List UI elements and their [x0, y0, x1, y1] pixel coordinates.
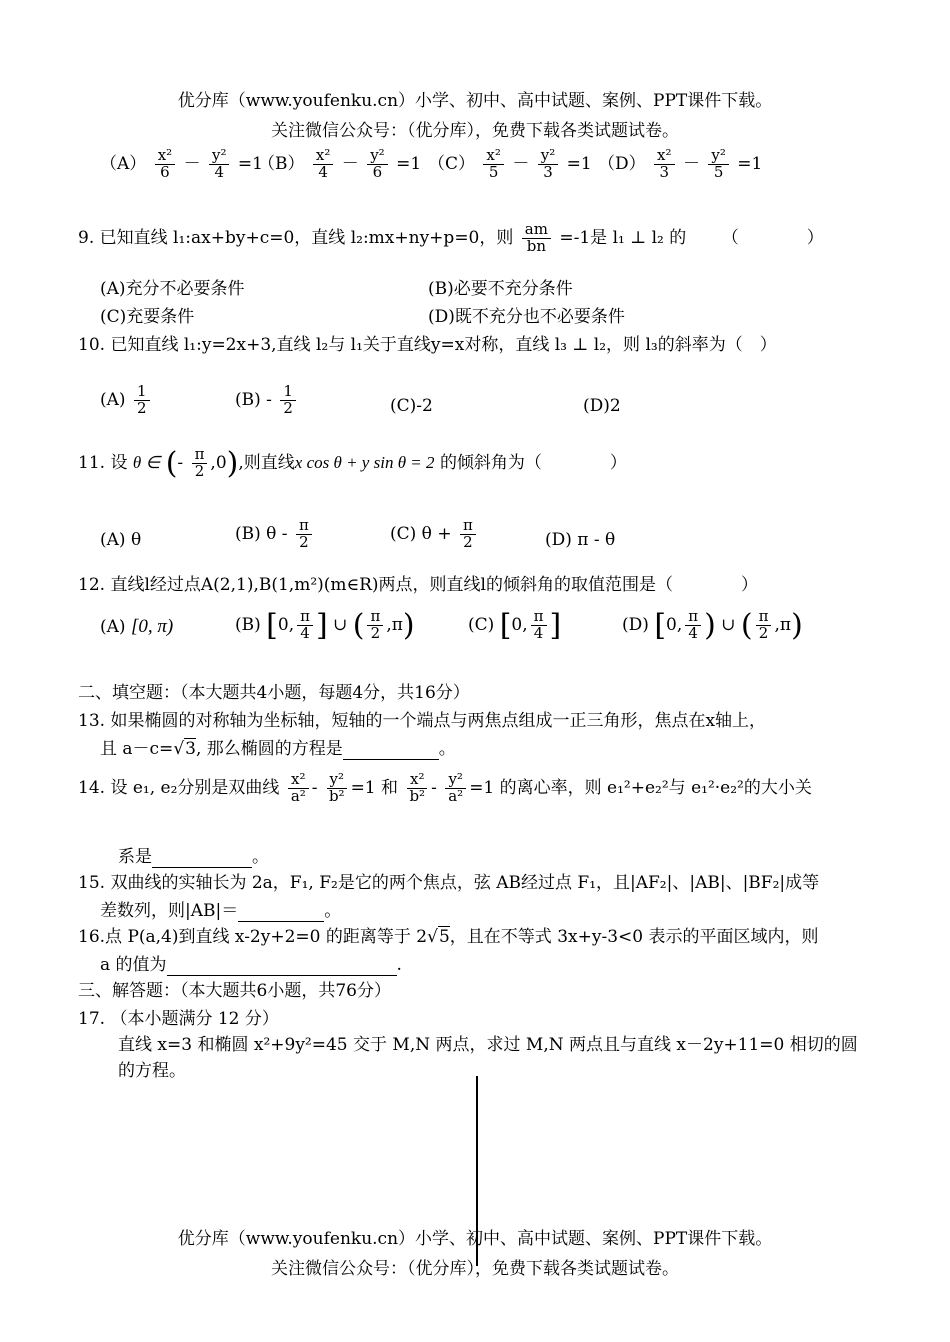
q10-stem: 10. 已知直线 l₁:y=2x+3,直线 l₂与 l₁关于直线y=x对称，直线 l₃ ⊥ l₂，则 l₃的斜率为（ ） — [78, 335, 777, 355]
q9-stem: 9. 已知直线 l₁:ax+by+c=0，直线 l₂:mx+ny+p=0，则 $\frac{am}{bn}$ =-1是 l₁ ⊥ l₂ 的 （ ） — [78, 220, 824, 255]
header-line-2: 关注微信公众号：（优分库），免费下载各类试题试卷。 — [271, 121, 679, 141]
q14-line-2: 系是 。 — [118, 847, 269, 867]
header-line-1: 优分库（www.youfenku.cn）小学、初中、高中试题、案例、PPT课件下载。 — [177, 91, 773, 111]
q11-option-c: (C) θ + $\frac{\pi}{2}$ — [390, 518, 479, 551]
q10-option-a: (A) $\frac{1}{2}$ — [100, 384, 153, 417]
q10-option-d: (D)2 — [583, 396, 621, 416]
section-3-title: 三、解答题：（本大题共6小题，共76分） — [78, 981, 391, 1001]
q9-option-b: (B)必要不充分条件 — [428, 279, 573, 299]
q17-line-1: 直线 x=3 和椭圆 x²+9y²=45 交于 M,N 两点，求过 M,N 两点且与直线 x－2y+11=0 相切的圆 — [118, 1035, 858, 1055]
q9-option-d: (D)既不充分也不必要条件 — [428, 307, 625, 327]
q9-option-a: (A)充分不必要条件 — [100, 279, 245, 299]
q8-option-a: （A） $\frac{\text{x²}}{6}$ － $\frac{\text{y²}}{4}$ =1 — [100, 146, 263, 181]
q17-line-2: 的方程。 — [118, 1061, 186, 1081]
q11-stem: 11. 设 θ ∈ (- $\frac{\pi}{2}$ ,0),则直线x cos θ + y sin θ = 2 的倾斜角为（ ） — [78, 445, 627, 481]
q12-stem: 12. 直线l经过点A(2,1),B(1,m²)(m∈R)两点，则直线l的倾斜角的取值范围是（ ） — [78, 575, 758, 595]
q11-option-b: (B) θ - $\frac{\pi}{2}$ — [235, 518, 315, 551]
q13-line-2: 且 a－c=√3, 那么椭圆的方程是 。 — [100, 739, 456, 759]
q12-option-b: (B) [0, $\frac{\pi}{4}$ ] ∪ ( $\frac{\pi}{2}$ ,π) — [235, 607, 415, 643]
q16-line-1: 16.点 P(a,4)到直线 x-2y+2=0 的距离等于 2√5，且在不等式 3x+y-3<0 表示的平面区域内，则 — [78, 927, 819, 947]
q13-line-1: 13. 如果椭圆的对称轴为坐标轴，短轴的一个端点与两焦点组成一正三角形，焦点在x轴上， — [78, 711, 767, 731]
q16-line-2: a 的值为 . — [100, 955, 402, 975]
section-2-title: 二、填空题：（本大题共4小题，每题4分，共16分） — [78, 683, 470, 703]
q12-option-c: (C) [0, $\frac{\pi}{4}$ ] — [468, 607, 562, 643]
q8-option-b: （B） $\frac{\text{x²}}{4}$ － $\frac{\text{y²}}{6}$ =1 — [258, 146, 422, 181]
footer-line-1: 优分库（www.youfenku.cn）小学、初中、高中试题、案例、PPT课件下载。 — [177, 1229, 773, 1249]
q10-option-c: (C)-2 — [390, 396, 433, 416]
q8-option-c: （C） $\frac{\text{x²}}{5}$ － $\frac{\text{y²}}{3}$ =1 — [428, 146, 592, 181]
footer-line-2: 关注微信公众号：（优分库），免费下载各类试题试卷。 — [271, 1259, 679, 1279]
q10-option-b: (B) - $\frac{1}{2}$ — [235, 384, 299, 417]
q9-option-c: (C)充要条件 — [100, 307, 195, 327]
q15-line-1: 15. 双曲线的实轴长为 2a，F₁, F₂是它的两个焦点，弦 AB经过点 F₁，且|AF₂|、|AB|、|BF₂|成等 — [78, 873, 820, 893]
q17-title: 17. （本小题满分 12 分） — [78, 1009, 279, 1029]
q11-option-d: (D) π - θ — [545, 530, 616, 550]
q14-stem: 14. 设 e₁, e₂分别是双曲线 $\frac{\text{x²}}{\text{a²}}$ - $\frac{\text{y²}}{\text{b²}}$ =1 和 $\frac{\text{x²}}{\text{b²}}$ - $\frac{\text{y²}}{\text{a²}}$ =1 的离心率，则 e₁²+e₂²与 e₁²·e₂²的大小关 — [78, 770, 812, 805]
q8-option-d: （D） $\frac{\text{x²}}{3}$ － $\frac{\text{y²}}{5}$ =1 — [598, 146, 763, 181]
q15-line-2: 差数列，则|AB|＝ 。 — [100, 901, 342, 921]
q12-option-a: (A) [0, π) — [100, 616, 174, 637]
q12-option-d: (D) [0, $\frac{\pi}{4}$ ) ∪ ( $\frac{\pi}{2}$ ,π) — [622, 607, 803, 643]
q11-option-a: (A) θ — [100, 530, 142, 550]
